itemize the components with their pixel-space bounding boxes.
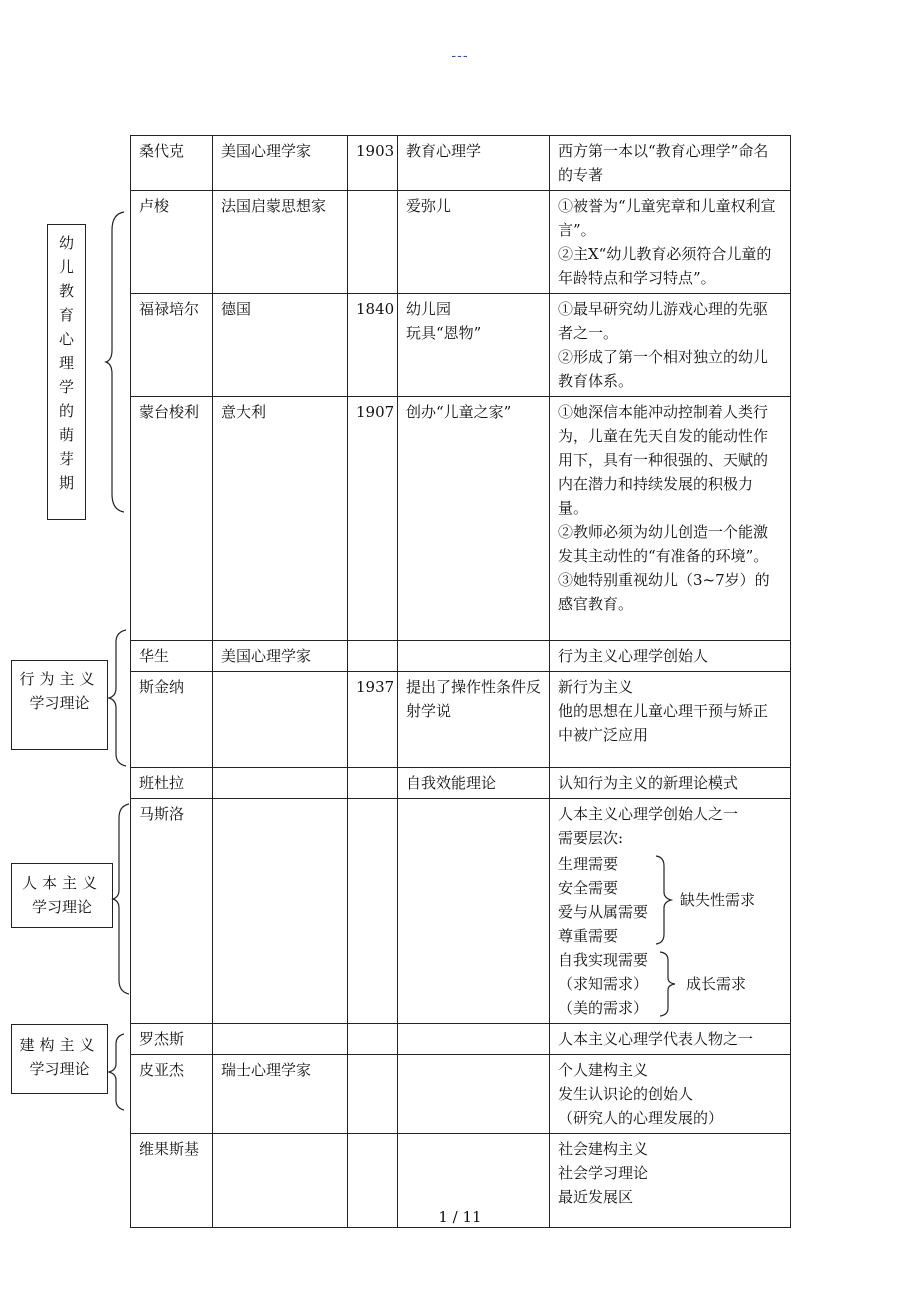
group-label-line: 学习理论 (31, 898, 92, 916)
right-brace-icon (658, 950, 678, 1018)
table-row (131, 191, 791, 294)
cell-name: 卢梭 (131, 191, 213, 294)
group-label-char: 芽 (58, 450, 74, 468)
note-line: 社会学习理论 (558, 1164, 649, 1182)
cell-identity: 德国 (213, 294, 348, 397)
note-line: 社会建构主义 (558, 1140, 649, 1158)
cell-work (398, 397, 550, 641)
group-label-char: 育 (58, 306, 74, 324)
note-line: 他的思想在儿童心理干预与矫正中被广泛应用 (558, 702, 769, 744)
group-label-sprout-period (47, 224, 86, 520)
note-line: ①被誉为“儿童宪章和儿童权利宣言”。 (558, 197, 776, 239)
cell-identity (213, 768, 348, 799)
cell-work (398, 799, 550, 1024)
need-item: 尊重需要 (558, 927, 619, 945)
cell-name: 桑代克 (131, 136, 213, 191)
work-line: 提出了操作性条件反射学说 (406, 678, 542, 720)
group-label-char: 幼 (58, 234, 74, 252)
cell-notes (550, 1055, 791, 1134)
note-line: ②形成了第一个相对独立的幼儿教育体系。 (558, 348, 769, 390)
header-mark: --- (451, 48, 469, 64)
cell-year (348, 1024, 398, 1055)
need-item: 爱与从属需要 (558, 903, 649, 921)
note-line: ②主X“幼儿教育必须符合儿童的年龄特点和学习特点”。 (558, 245, 772, 287)
cell-year (348, 1055, 398, 1134)
left-brace-icon (111, 802, 131, 996)
cell-work (398, 1024, 550, 1055)
cell-notes (550, 136, 791, 191)
note-line: ②教师必须为幼儿创造一个能激发其主动性的“有准备的环境”。 (558, 523, 769, 565)
cell-work (398, 1055, 550, 1134)
group-label-char: 萌 (58, 426, 74, 444)
note-line: ①她深信本能冲动控制着人类行为，儿童在先天自发的能动性作用下，具有一种很强的、天赋的内在潜力和持续发展的积极力量。 (558, 403, 769, 517)
cell-work (398, 768, 550, 799)
note-line: 人本主义心理学代表人物之一 (558, 1030, 754, 1048)
work-line: 玩具“恩物” (406, 324, 482, 342)
cell-work (398, 672, 550, 768)
cell-notes (550, 1024, 791, 1055)
note-line: 认知行为主义的新理论模式 (558, 774, 739, 792)
note-line: 新行为主义 (558, 678, 634, 696)
note-line: （研究人的心理发展的） (558, 1109, 724, 1127)
cell-identity: 瑞士心理学家 (213, 1055, 348, 1134)
group-label-char: 学 (58, 378, 74, 396)
cell-notes (550, 191, 791, 294)
cell-name: 蒙台梭利 (131, 397, 213, 641)
cell-name: 班杜拉 (131, 768, 213, 799)
cell-year: 1937 (348, 672, 398, 768)
group-label-constructivism (11, 1024, 108, 1094)
need-item: 生理需要 (558, 855, 619, 873)
group-label-line: 学习理论 (29, 1060, 90, 1078)
cell-identity: 法国启蒙思想家 (213, 191, 348, 294)
cell-identity: 美国心理学家 (213, 641, 348, 672)
note-line: 人本主义心理学创始人之一 (558, 805, 739, 823)
cell-year: 1907 (348, 397, 398, 641)
cell-identity (213, 672, 348, 768)
cell-identity (213, 799, 348, 1024)
work-line: 教育心理学 (406, 142, 482, 160)
cell-work (398, 191, 550, 294)
note-line: 最近发展区 (558, 1188, 634, 1206)
cell-work (398, 641, 550, 672)
cell-identity: 意大利 (213, 397, 348, 641)
table-row (131, 397, 791, 641)
left-brace-icon (106, 1032, 128, 1112)
group-label-line: 行为主义 (19, 670, 100, 688)
need-item: （求知需求） (558, 975, 649, 993)
cell-notes (550, 397, 791, 641)
cell-name: 华生 (131, 641, 213, 672)
group-label-char: 心 (58, 330, 74, 348)
cell-name: 皮亚杰 (131, 1055, 213, 1134)
cell-year (348, 799, 398, 1024)
note-line: 西方第一本以“教育心理学”命名的专著 (558, 142, 769, 184)
note-line: 行为主义心理学创始人 (558, 647, 709, 665)
theorists-table (130, 135, 791, 1228)
note-line: 需要层次: (558, 829, 624, 847)
page-number: 1 / 11 (438, 1208, 482, 1226)
right-brace-icon (654, 854, 674, 946)
cell-notes (550, 672, 791, 768)
table-row (131, 672, 791, 768)
cell-notes (550, 768, 791, 799)
group-label-line: 学习理论 (29, 694, 90, 712)
cell-name: 马斯洛 (131, 799, 213, 1024)
group-label-line: 人本主义 (21, 874, 102, 892)
table-row (131, 641, 791, 672)
growth-need-label: 成长需求 (686, 975, 747, 993)
note-line: 个人建构主义 (558, 1061, 649, 1079)
group-label-char: 理 (58, 354, 74, 372)
group-label-humanism (11, 863, 113, 928)
group-label-char: 教 (58, 282, 74, 300)
need-item: 自我实现需要 (558, 951, 649, 969)
work-line: 创办“儿童之家” (406, 403, 512, 421)
note-line: 发生认识论的创始人 (558, 1085, 694, 1103)
cell-name: 福禄培尔 (131, 294, 213, 397)
table-row (131, 1055, 791, 1134)
cell-identity (213, 1024, 348, 1055)
cell-name: 罗杰斯 (131, 1024, 213, 1055)
need-item: （美的需求） (558, 999, 649, 1017)
cell-name: 斯金纳 (131, 672, 213, 768)
cell-year: 1840 (348, 294, 398, 397)
cell-year: 1903 (348, 136, 398, 191)
table-row (131, 136, 791, 191)
cell-year (348, 768, 398, 799)
cell-notes (550, 641, 791, 672)
cell-name: 维果斯基 (131, 1134, 213, 1228)
group-label-line: 建构主义 (19, 1036, 100, 1054)
group-label-char: 期 (58, 474, 74, 492)
work-line: 爱弥儿 (406, 197, 452, 215)
cell-notes (550, 294, 791, 397)
cell-work (398, 294, 550, 397)
deficiency-need-label: 缺失性需求 (680, 891, 756, 909)
cell-notes (550, 799, 791, 1024)
note-line: ③她特别重视幼儿（3~7岁）的感官教育。 (558, 571, 770, 613)
table-row (131, 294, 791, 397)
cell-year (348, 191, 398, 294)
work-line: 自我效能理论 (406, 774, 497, 792)
cell-work (398, 136, 550, 191)
group-label-char: 儿 (58, 258, 74, 276)
group-label-behaviorism (11, 660, 108, 750)
group-label-char: 的 (58, 402, 74, 420)
table-row (131, 768, 791, 799)
table-row (131, 1024, 791, 1055)
table-row (131, 799, 791, 1024)
need-item: 安全需要 (558, 879, 619, 897)
cell-identity: 美国心理学家 (213, 136, 348, 191)
left-brace-icon (106, 628, 130, 768)
cell-year (348, 641, 398, 672)
maslow-hierarchy (558, 852, 782, 1020)
left-brace-icon (104, 210, 128, 514)
work-line: 幼儿园 (406, 300, 452, 318)
note-line: ①最早研究幼儿游戏心理的先驱者之一。 (558, 300, 769, 342)
